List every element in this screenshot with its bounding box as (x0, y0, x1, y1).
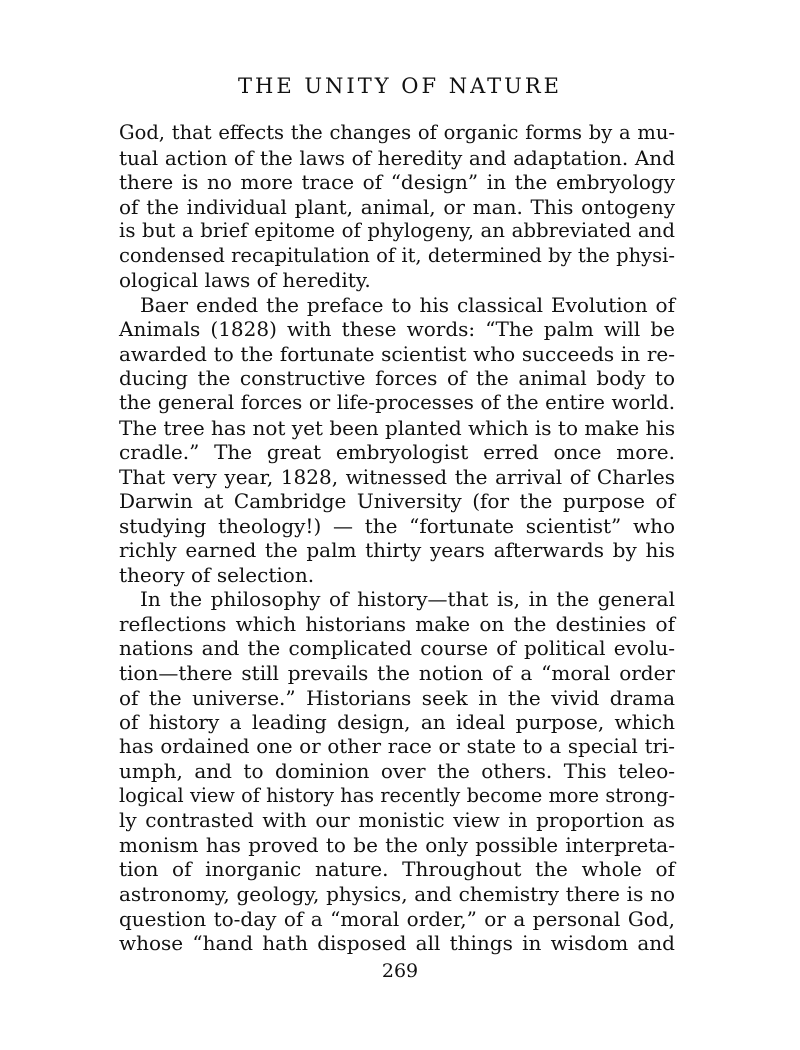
text-line: reflections which historians make on the destinies of (119, 611, 675, 636)
text-line: tion—there still prevails the notion of a “moral order (119, 661, 675, 686)
text-line: ological laws of heredity. (119, 268, 371, 293)
text-line: nations and the complicated course of political evolu- (119, 636, 675, 661)
text-line: Animals (1828) with these words: “The palm will be (119, 317, 675, 342)
text-line: The tree has not yet been planted which is to make his (119, 415, 676, 440)
text-line: awarded to the fortunate scientist who succeeds in re- (119, 341, 675, 366)
text-line: umph, and to dominion over the others. This teleo- (119, 759, 675, 784)
running-head: THE UNITY OF NATURE (238, 74, 562, 98)
text-line: richly earned the palm thirty years afterwards by his (119, 538, 675, 563)
text-line: That very year, 1828, witnessed the arrival of Charles (119, 464, 675, 489)
text-line: tion of inorganic nature. Throughout the whole of (119, 857, 675, 882)
body-text (119, 121, 675, 956)
text-line: God, that effects the changes of organic forms by a mu- (119, 121, 675, 144)
text-line: tual action of the laws of heredity and adaptation. And (119, 145, 675, 170)
text-line: Darwin at Cambridge University (for the purpose of (119, 489, 675, 514)
text-line: there is no more trace of “design” in the embryology (119, 170, 675, 195)
text-line: theory of selection. (119, 562, 315, 587)
text-line: astronomy, geology, physics, and chemistry there is no (119, 881, 675, 906)
text-line: whose “hand hath disposed all things in wisdom and (119, 931, 675, 956)
text-line: logical view of history has recently become more strong- (119, 783, 675, 807)
text-line: question to-day of a “moral order,” or a personal God, (119, 906, 675, 931)
text-line: is but a brief epitome of phylogeny, an abbreviated and (119, 219, 675, 243)
text-line: cradle.” The great embryologist erred once more. (119, 440, 675, 465)
text-line: Baer ended the preface to his classical Evolution of (140, 292, 675, 317)
text-line: ly contrasted with our monistic view in proportion as (119, 808, 675, 833)
text-line: monism has proved to be the only possible interpreta- (119, 832, 675, 857)
text-line: ducing the constructive forces of the animal body to (119, 366, 675, 391)
text-line: of the individual plant, animal, or man. This ontogeny (119, 194, 675, 219)
page-number: 269 (381, 960, 419, 982)
text-line: of history a leading design, an ideal purpose, which (119, 710, 675, 735)
text-line: has ordained one or other race or state to a special tri- (119, 734, 675, 758)
text-line: In the philosophy of history—that is, in the general (140, 587, 675, 612)
text-line: studying theology!) — the “fortunate scientist” who (119, 513, 675, 538)
text-line: of the universe.” Historians seek in the vivid drama (119, 685, 675, 710)
text-line: the general forces or life-processes of the entire world. (119, 391, 675, 415)
text-line: condensed recapitulation of it, determined by the physi- (119, 243, 675, 267)
